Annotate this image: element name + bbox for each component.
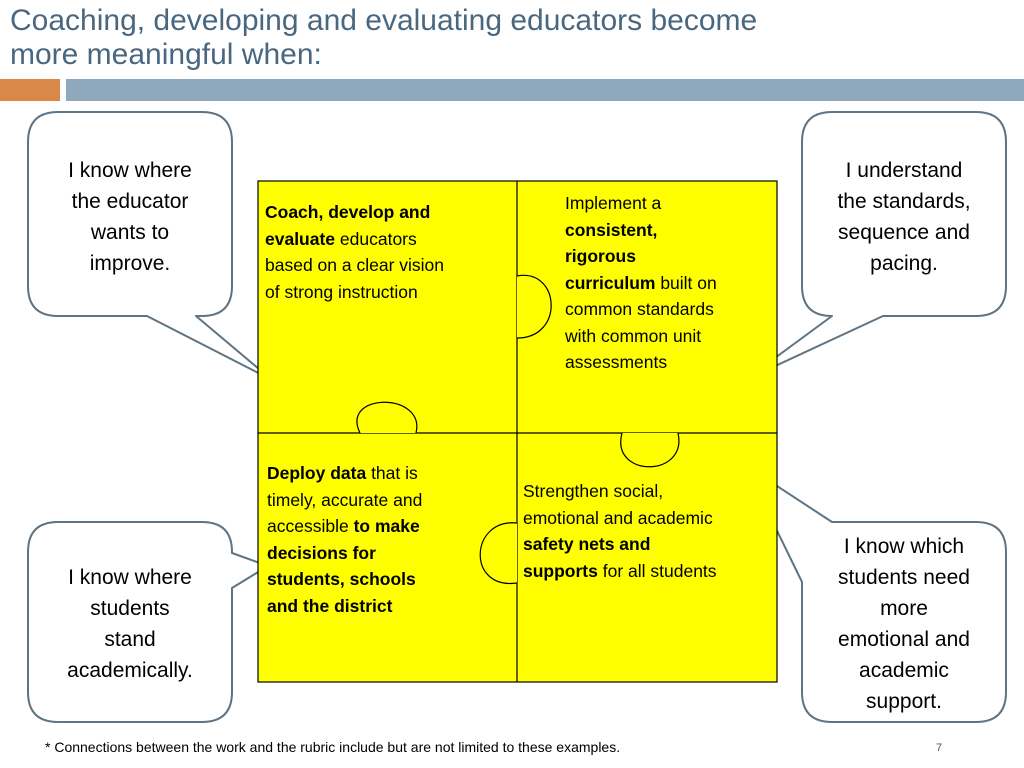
- bubble-bl-line: students: [90, 597, 170, 620]
- bubble-tl-line: I know where: [68, 159, 192, 182]
- bubble-bl-line: stand: [104, 628, 156, 651]
- tr-bold-2: consistent,: [565, 219, 658, 240]
- br-bold-3: safety nets and: [523, 534, 651, 554]
- tl-rest-2: educators: [335, 228, 417, 249]
- bubble-tr-line: pacing.: [870, 252, 938, 275]
- tr-rest-4: built on: [655, 272, 717, 293]
- bubble-text-bottom-right: [802, 531, 1006, 717]
- bubble-text-bottom-left: [28, 562, 232, 686]
- bubble-bl-line: academically.: [67, 659, 193, 682]
- puzzle-text-top-left: [265, 199, 444, 305]
- bubble-tl-line: wants to: [90, 221, 170, 244]
- bubble-br-line: students need: [838, 566, 970, 589]
- br-rest-4: for all students: [597, 560, 717, 581]
- bubble-text-top-right: [802, 155, 1006, 279]
- bubble-br-line: I know which: [843, 535, 965, 558]
- bubble-br-line: more: [880, 597, 928, 620]
- tl-line-3: based on a clear vision: [265, 255, 444, 275]
- page-number: 7: [936, 742, 943, 754]
- bl-line-3a: accessible: [267, 516, 354, 536]
- bubble-tl-line: the educator: [71, 190, 189, 213]
- br-bold-4: supports: [523, 560, 598, 581]
- bubble-bl-line: I know where: [68, 566, 192, 589]
- bubble-tl-line: improve.: [89, 252, 171, 275]
- tr-line-7: assessments: [565, 352, 668, 372]
- bubble-text-top-left: [28, 155, 232, 279]
- bl-bold-5: students, schools: [267, 569, 416, 589]
- puzzle-text-bottom-left: [267, 460, 422, 619]
- bl-line-2: timely, accurate and: [267, 489, 423, 510]
- bubble-tr-line: the standards,: [837, 190, 971, 213]
- puzzle-text-top-right: [565, 190, 717, 376]
- tl-line-4: of strong instruction: [265, 281, 418, 302]
- tr-line-5: common standards: [565, 299, 714, 319]
- bl-bold-3: to make: [353, 516, 420, 536]
- bl-bold-6: and the district: [267, 595, 393, 616]
- slide-title-line-1: Coaching, developing and evaluating educators become: [10, 4, 758, 37]
- tl-bold-1: Coach, develop and: [265, 202, 431, 222]
- bubble-tr-line: sequence and: [838, 221, 970, 244]
- tl-bold-2: evaluate: [265, 228, 336, 249]
- footnote: * Connections between the work and the rubric include but are not limited to these examples.: [45, 739, 621, 755]
- slide-title-line-2: more meaningful when:: [10, 38, 322, 71]
- tr-bold-4: curriculum: [565, 272, 656, 293]
- bubble-br-line: academic: [859, 659, 949, 682]
- tr-bold-3: rigorous: [565, 246, 636, 266]
- br-line-2: emotional and academic: [523, 507, 713, 528]
- bubble-br-line: emotional and: [838, 628, 970, 651]
- bubble-tr-line: I understand: [845, 159, 963, 182]
- bubble-br-line: support.: [866, 690, 942, 713]
- tr-line-6: with common unit: [565, 325, 702, 346]
- tr-line-1: Implement a: [565, 193, 662, 213]
- puzzle-text-bottom-right: [523, 478, 717, 584]
- br-line-1: Strengthen social,: [523, 481, 664, 501]
- bl-rest-1: that is: [366, 463, 418, 483]
- bl-bold-1: Deploy data: [267, 463, 367, 483]
- bl-bold-4: decisions for: [267, 542, 376, 563]
